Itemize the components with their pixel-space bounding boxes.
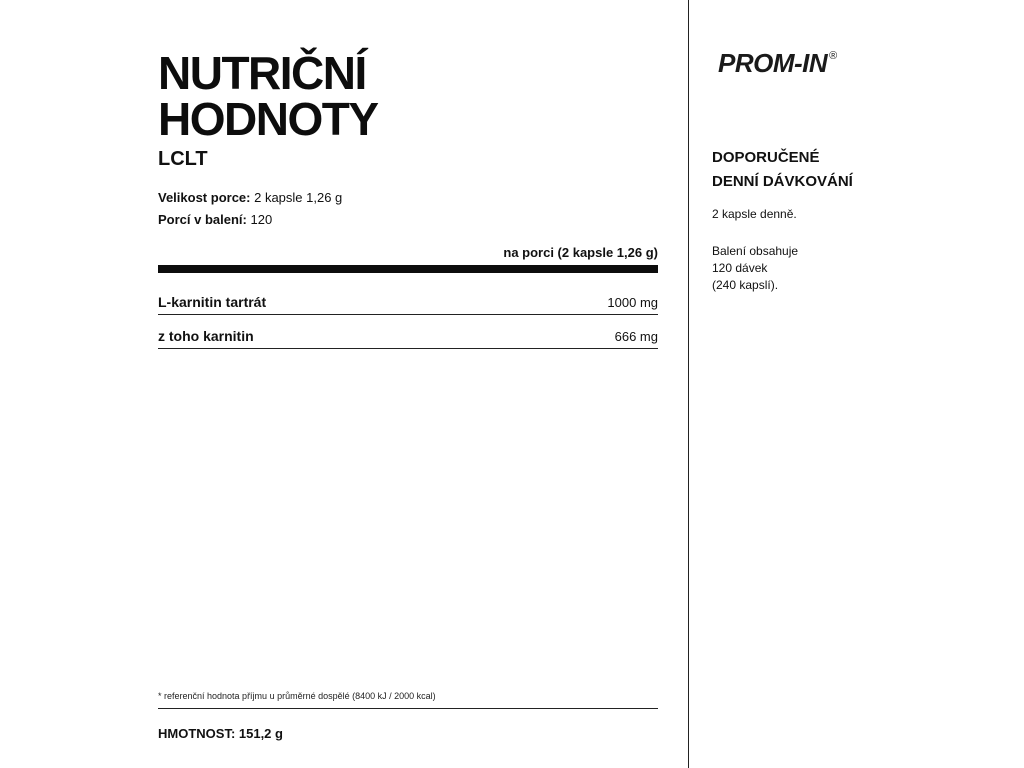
serving-size-label: Velikost porce:: [158, 190, 251, 205]
serving-size: [158, 190, 342, 206]
nutrient-value: 666 mg: [614, 329, 658, 344]
package-contents-line-1: Balení obsahuje: [712, 244, 799, 258]
dosage-heading-line-1: DOPORUČENÉ: [712, 149, 820, 166]
brand-logo-text: PROM-IN: [718, 48, 828, 78]
nutrient-value: 1000 mg: [607, 295, 658, 310]
serving-size-value: 2 kapsle 1,26 g: [250, 190, 343, 205]
servings-per-package-value: 120: [246, 212, 273, 227]
nutrient-name: L-karnitin tartrát: [158, 294, 267, 310]
per-serving-column-header: na porci (2 kapsle 1,26 g): [503, 245, 658, 260]
servings-per-package-label: Porcí v balení:: [158, 212, 247, 227]
title-line-2: HODNOTY: [158, 93, 378, 145]
servings-per-package: [158, 212, 272, 228]
table-row: [158, 326, 658, 349]
brand-logo: [718, 48, 837, 79]
dosage-panel: [712, 0, 1012, 768]
package-contents-line-3: (240 kapslí).: [712, 278, 779, 292]
page-title: [158, 47, 378, 145]
package-contents: [712, 243, 798, 294]
title-line-1: NUTRIČNÍ: [158, 47, 366, 99]
registered-mark: ®: [829, 50, 837, 62]
table-header-rule: [158, 265, 658, 273]
reference-footnote: * referenční hodnota příjmu u průměrné dospělé (8400 kJ / 2000 kcal): [158, 691, 436, 701]
column-divider: [688, 0, 689, 768]
footer-divider: [158, 708, 658, 709]
nutrient-name: z toho karnitin: [158, 328, 254, 344]
product-name: LCLT: [158, 148, 208, 170]
dosage-heading: [712, 146, 853, 194]
package-contents-line-2: 120 dávek: [712, 261, 768, 275]
dosage-heading-line-2: DENNÍ DÁVKOVÁNÍ: [712, 173, 853, 190]
net-weight: HMOTNOST: 151,2 g: [158, 726, 283, 741]
daily-dosage: 2 kapsle denně.: [712, 207, 797, 221]
table-row: [158, 292, 658, 315]
nutrition-panel: [158, 0, 658, 768]
